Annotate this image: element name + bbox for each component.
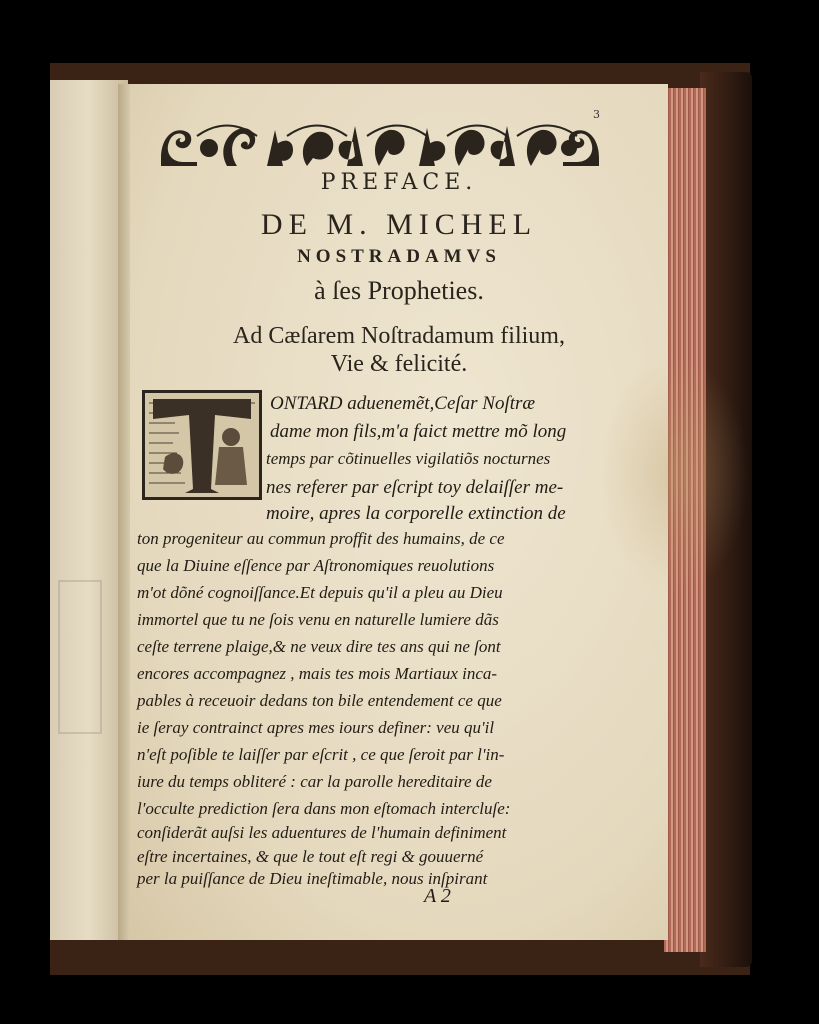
body-line: iure du temps obliteré : car la parolle hereditaire de bbox=[137, 772, 492, 791]
body-line: moire, apres la corporelle extinction de bbox=[266, 503, 566, 524]
body-line: ceſte terrene plaige,& ne veux dire tes ans qui ne ſont bbox=[137, 637, 501, 656]
body-line: nes referer par eſcript toy delaiſſer me- bbox=[266, 477, 564, 498]
body-line: eſtre incertaines, & que le tout eſt regi & gouuerné bbox=[137, 847, 484, 866]
dedication bbox=[130, 322, 668, 378]
page-number: 3 bbox=[593, 108, 600, 121]
signature-mark: A 2 bbox=[424, 885, 451, 907]
body-line: immortel que tu ne ſois venu en naturelle lumiere dãs bbox=[137, 610, 499, 629]
body-line: ONTARD aduenemẽt,Ceſar Noſtræ bbox=[270, 393, 536, 414]
body-line: dame mon fils,m'a faict mettre mõ long bbox=[270, 421, 567, 442]
body-line: temps par cõtinuelles vigilatiõs nocturnes bbox=[266, 449, 551, 468]
body-line: ton progeniteur au commun proffit des humains, de ce bbox=[137, 529, 505, 548]
body-line: pables à receuoir dedans ton bile entendement ce que bbox=[137, 691, 502, 710]
heading-subtitle: à ſes Propheties. bbox=[314, 276, 484, 305]
body-line: que la Diuine eſſence par Aſtronomiques reuolutions bbox=[137, 556, 495, 575]
body-line: conſiderãt auſsi les aduentures de l'humain definiment bbox=[137, 823, 507, 842]
ornament-headpiece bbox=[157, 118, 603, 170]
left-page bbox=[50, 80, 128, 940]
decorated-initial-art bbox=[145, 393, 259, 497]
body-line: per la puiſſance de Dieu ineſtimable, nous inſpirant bbox=[137, 869, 488, 888]
left-page-bleedthrough bbox=[58, 580, 102, 734]
dedication-line-1: Ad Cæſarem Noſtradamum filium, bbox=[233, 323, 565, 349]
heading-author: DE M. MICHEL bbox=[260, 208, 538, 241]
body-line: l'occulte prediction ſera dans mon eſtomach intercluſe: bbox=[137, 799, 511, 818]
page-stain bbox=[600, 354, 750, 594]
body-line: n'eſt poſible te laiſſer par eſcrit , ce que ſeroit par l'in- bbox=[137, 745, 505, 764]
body-line: m'ot dõné cognoiſſance.Et depuis qu'il a pleu au Dieu bbox=[137, 583, 503, 602]
heading-surname: NOSTRADAMVS bbox=[297, 246, 501, 267]
dedication-line-2: Vie & felicité. bbox=[330, 351, 468, 377]
body-line: ie ſeray contrainct apres mes iours definer: veu qu'il bbox=[137, 718, 495, 737]
heading-preface: PREFACE. bbox=[320, 170, 478, 195]
body-line: encores accompagnez , mais tes mois Martiaux inca- bbox=[137, 664, 498, 683]
decorated-initial bbox=[142, 390, 262, 500]
